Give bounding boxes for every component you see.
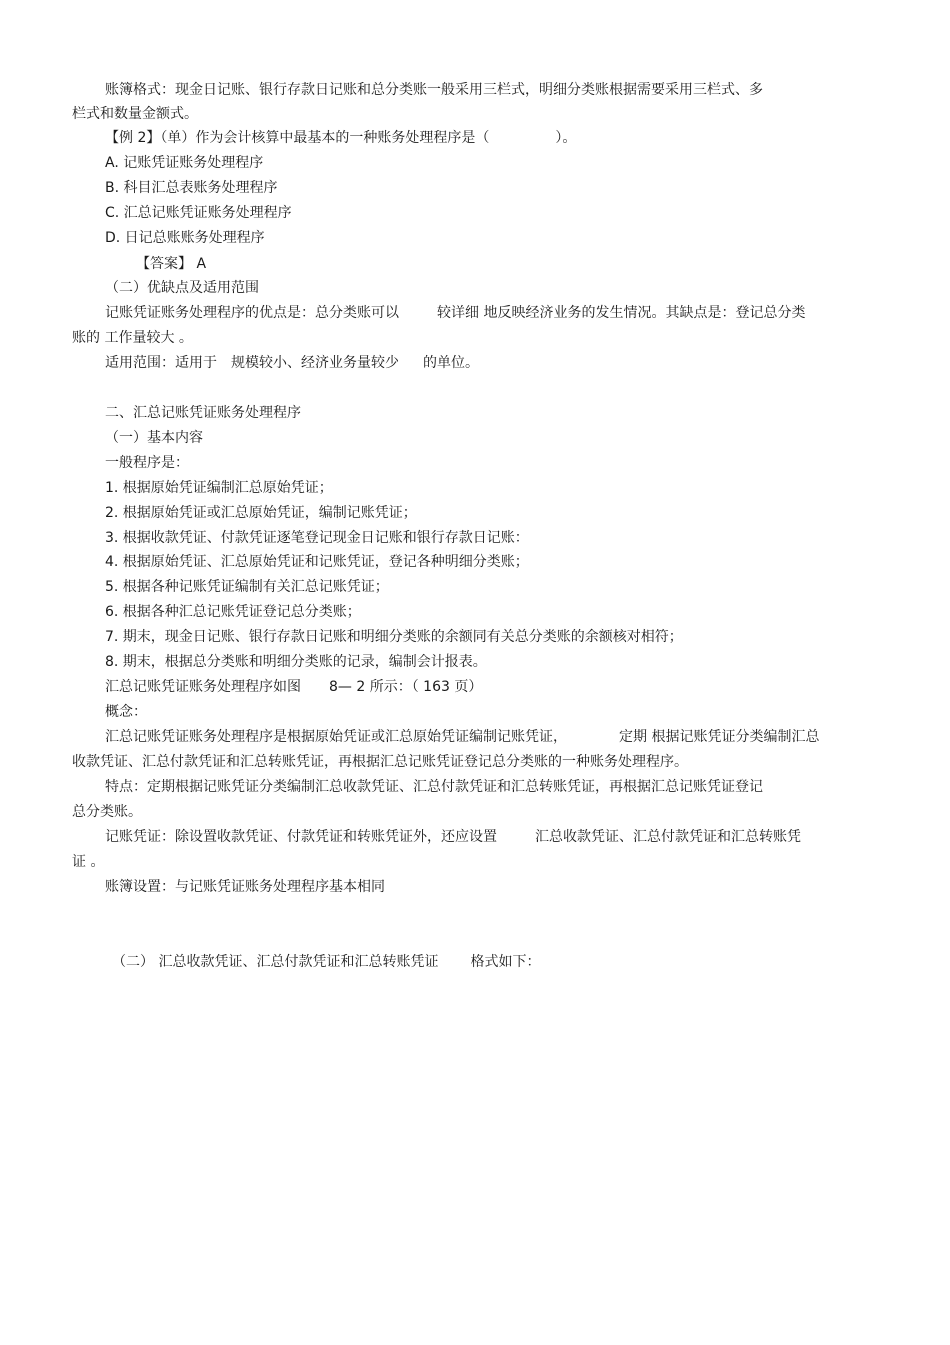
option-c: C. 汇总记账凭证账务处理程序 [105, 205, 292, 221]
procedure-step-2: 2. 根据原始凭证或汇总原始凭证，编制记账凭证； [105, 505, 417, 521]
procedure-step-5: 5. 根据各种记账凭证编制有关汇总记账凭证； [105, 579, 389, 595]
voucher-line1-part2: 汇总收款凭证、汇总付款凭证和汇总转账凭 [535, 829, 801, 845]
pros-cons-line1-part2: 较详细 地反映经济业务的发生情况。其缺点是：登记总分类 [437, 305, 806, 321]
concept-line1 [105, 727, 819, 747]
section-2-heading: 二、汇总记账凭证账务处理程序 [105, 405, 301, 421]
pros-cons-line1 [105, 303, 805, 323]
example-2-question [105, 128, 576, 148]
voucher-line1 [105, 827, 801, 847]
procedure-step-8: 8. 期末，根据总分类账和明细分类账的记录，编制会计报表。 [105, 654, 487, 670]
concept-line1-part1: 汇总记账凭证账务处理程序是根据原始凭证或汇总原始凭证编制记账凭证， [105, 729, 567, 745]
procedure-step-7: 7. 期末，现金日记账、银行存款日记账和明细分类账的余额同有关总分类账的余额核对相符； [105, 629, 683, 645]
scope-label: 适用范围：适用于 [105, 355, 217, 371]
features-line2: 总分类账。 [72, 804, 142, 820]
figure-reference-number: 8— 2 所示：（ 163 页） [329, 679, 483, 695]
voucher-line2: 证 。 [72, 854, 105, 870]
procedure-step-6: 6. 根据各种汇总记账凭证登记总分类账； [105, 604, 361, 620]
ledger-format-line2: 栏式和数量金额式。 [72, 106, 198, 122]
example-2-question-end: ）。 [555, 130, 577, 146]
figure-reference [105, 677, 482, 697]
scope-line [105, 353, 479, 373]
ledger-format-line1: 账簿格式：现金日记账、银行存款日记账和总分类账一般采用三栏式，明细分类账根据需要采用三栏式、多 [105, 82, 763, 98]
ledger-setup-line: 账簿设置：与记账凭证账务处理程序基本相同 [105, 879, 385, 895]
option-a: A. 记账凭证账务处理程序 [105, 155, 264, 171]
option-b: B. 科目汇总表账务处理程序 [105, 180, 278, 196]
concept-line1-part2: 定期 根据记账凭证分类编制汇总 [619, 729, 820, 745]
scope-value: 规模较小、经济业务量较少 [231, 355, 399, 371]
example-2-question-text: 【例 2】（单）作为会计核算中最基本的一种账务处理程序是（ [105, 130, 490, 146]
format-heading-text: （二） 汇总收款凭证、汇总付款凭证和汇总转账凭证 [112, 954, 439, 970]
procedure-step-4: 4. 根据原始凭证、汇总原始凭证和记账凭证，登记各种明细分类账； [105, 554, 529, 570]
figure-reference-text: 汇总记账凭证账务处理程序如图 [105, 679, 301, 695]
concept-label: 概念： [105, 704, 147, 720]
procedure-step-1: 1. 根据原始凭证编制汇总原始凭证； [105, 480, 333, 496]
procedure-step-3: 3. 根据收款凭证、付款凭证逐笔登记现金日记账和银行存款日记账： [105, 530, 529, 546]
concept-line2: 收款凭证、汇总付款凭证和汇总转账凭证，再根据汇总记账凭证登记总分类账的一种账务处理程序。 [72, 754, 688, 770]
format-heading-end: 格式如下： [470, 954, 541, 970]
option-d: D. 日记总账账务处理程序 [105, 230, 265, 246]
voucher-line1-part1: 记账凭证：除设置收款凭证、付款凭证和转账凭证外，还应设置 [105, 829, 497, 845]
scope-end: 的单位。 [423, 355, 479, 371]
general-procedure-label: 一般程序是： [105, 455, 189, 471]
answer: 【答案】 A [136, 256, 207, 272]
section-pros-cons-heading: （二）优缺点及适用范围 [105, 280, 259, 296]
pros-cons-line2: 账的 工作量较大 。 [72, 330, 193, 346]
pros-cons-line1-part1: 记账凭证账务处理程序的优点是：总分类账可以 [105, 305, 399, 321]
basic-content-heading: （一）基本内容 [105, 430, 203, 446]
format-heading [112, 952, 540, 972]
features-line1: 特点：定期根据记账凭证分类编制汇总收款凭证、汇总付款凭证和汇总转账凭证，再根据汇总记账凭证登记 [105, 779, 763, 795]
